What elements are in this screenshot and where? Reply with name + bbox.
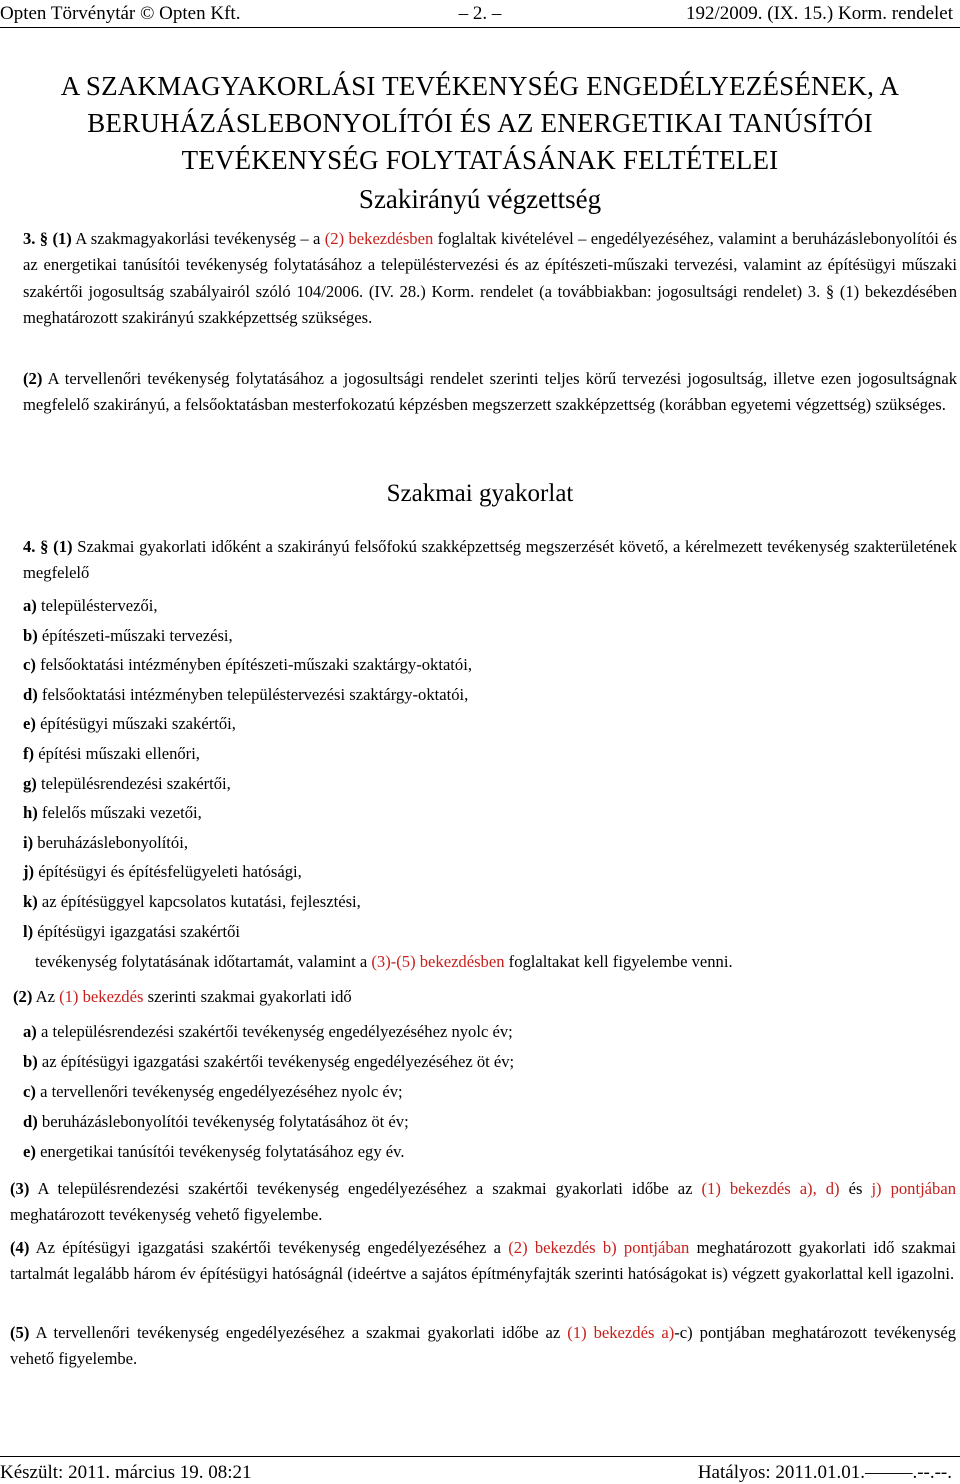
paragraph-text: A szakmagyakorlási tevékenység – a: [75, 229, 321, 248]
section-4-paragraph-5: (5) A tervellenőri tevékenység engedélyezéséhez a szakmai gyakorlati időbe az (1) bekezdés a)-c) pontjában meghatározott tevékenység vehető figyelembe.: [10, 1323, 956, 1369]
paragraph-label: (3): [10, 1179, 30, 1198]
paragraph-text: foglaltakat kell figyelembe venni.: [508, 952, 733, 971]
paragraph-text: foglaltak kivételével – engedélyezéséhez, valamint a beruházáslebonyolítói és az energetikai tanúsítói tevékenység folytatásához a településtervezési és az építészeti-műszaki tervezési, valamint az építésügyi műszaki szakértői jogosultság szabályairól szóló 104/2006. (IV. 28.) Korm. rendelet (a továbbiakban: jogosultsági rendelet) 3. § (1) bekezdésében meghatározott szakirányú szakképzettség szükséges.: [23, 229, 958, 328]
list-item: a) a településrendezési szakértői tevékenység engedélyezéséhez nyolc év;: [23, 1022, 513, 1041]
cross-reference-link[interactable]: j) pontjában: [871, 1179, 957, 1198]
paragraph-label: (1): [52, 229, 72, 248]
section-heading: Szakmai gyakorlat: [386, 480, 574, 507]
header-publisher: Opten Törvénytár © Opten Kft.: [0, 3, 241, 24]
paragraph-text: A tervellenőri tevékenység folytatásához a jogosultsági rendelet szerinti teljes körű tervezési jogosultság, illetve ezen jogosultságnak megfelelő szakirányú, a felsőoktatásban mesterfokozatú képzésben megszerzett szakképzettség (korábban egyetemi végzettség) szükséges.: [23, 369, 957, 415]
section-3-paragraph-1: [23, 226, 957, 332]
cross-reference-link[interactable]: (1) bekezdés: [59, 987, 144, 1006]
section-4-number: 4. §: [23, 537, 49, 556]
header-page-number: – 2. –: [458, 3, 502, 24]
paragraph-text: Szakmai gyakorlati időként a szakirányú felsőfokú szakképzettség megszerzését követő, a kérelmezett tevékenység szakterületének megfelelő: [23, 537, 958, 583]
cross-reference-link[interactable]: (3)-(5) bekezdésben: [371, 952, 505, 971]
cross-reference-link[interactable]: (1) bekezdés a),: [701, 1179, 817, 1198]
list-item: k) az építésüggyel kapcsolatos kutatási, fejlesztési,: [23, 892, 361, 911]
list-item: i) beruházáslebonyolítói,: [23, 832, 188, 852]
paragraph-label: (2): [13, 987, 33, 1006]
list-item: g) településrendezési szakértői,: [23, 773, 231, 793]
page-footer: [0, 1456, 960, 1484]
section-3-number: 3. §: [23, 229, 49, 248]
section-4-paragraph-3: (3) A településrendezési szakértői tevékenység engedélyezéséhez a szakmai gyakorlati időbe az (1) bekezdés a), d) és j) pontjában meghatározott tevékenység vehető figyelembe.: [10, 1179, 957, 1225]
footer-rule: [0, 1456, 960, 1457]
list-item: j) építésügyi és építésfelügyeleti hatósági,: [23, 862, 302, 882]
paragraph-label: (5): [10, 1323, 30, 1342]
cross-reference-link[interactable]: (1) bekezdés a): [567, 1323, 675, 1342]
paragraph-label: (2): [23, 369, 43, 388]
header-rule: [0, 27, 960, 28]
header-regulation-id: 192/2009. (IX. 15.) Korm. rendelet: [686, 3, 953, 24]
cross-reference-link[interactable]: (2) bekezdésben: [324, 229, 434, 248]
list-item: e) építésügyi műszaki szakértői,: [23, 714, 236, 734]
section-4-paragraph-4: (4) Az építésügyi igazgatási szakértői tevékenység engedélyezéséhez a (2) bekezdés b) pontjában meghatározott gyakorlati idő szakmai tartalmát legalább három év építésügyi hatóságnál (ideértve a sajátos építményfajták szerinti hatóságokat is) végzett gyakorlattal kell igazolni.: [10, 1238, 957, 1284]
list-item: d) beruházáslebonyolítói tevékenység folytatásához öt év;: [23, 1112, 409, 1131]
paragraph-label: (4): [10, 1238, 30, 1257]
cross-reference-link[interactable]: d): [825, 1179, 840, 1198]
list-item: e) energetikai tanúsítói tevékenység folytatásához egy év.: [23, 1142, 405, 1161]
list-item: b) építészeti-műszaki tervezési,: [23, 625, 233, 645]
paragraph-text: tevékenység folytatásának időtartamát, valamint a: [35, 952, 368, 971]
footer-effective: Hatályos: 2011.01.01.–––––.--.--.: [697, 1462, 952, 1483]
section-3-paragraph-2: [23, 366, 957, 419]
list-item: b) az építésügyi igazgatási szakértői tevékenység engedélyezéséhez öt év;: [23, 1052, 515, 1071]
page-header: [0, 0, 960, 30]
list-item: a) településtervezői,: [23, 596, 158, 615]
list-item: d) felsőoktatási intézményben településtervezési szaktárgy-oktatói,: [23, 684, 469, 704]
list-item: c) felsőoktatási intézményben építészeti-műszaki szaktárgy-oktatói,: [23, 655, 472, 675]
title-line-3: TEVÉKENYSÉG FOLYTATÁSÁNAK FELTÉTELEI: [181, 145, 779, 175]
title-line-1: A SZAKMAGYAKORLÁSI TEVÉKENYSÉG ENGEDÉLYEZÉSÉNEK, A: [60, 71, 900, 101]
title-line-2: BERUHÁZÁSLEBONYOLÍTÓI ÉS AZ ENERGETIKAI TANÚSÍTÓI: [87, 108, 873, 138]
footer-created: Készült: 2011. március 19. 08:21: [0, 1462, 252, 1483]
list-item: h) felelős műszaki vezetői,: [23, 803, 202, 823]
list-item: c) a tervellenőri tevékenység engedélyezéséhez nyolc év;: [23, 1082, 403, 1101]
section-4-paragraph-1: [23, 534, 957, 587]
paragraph-label: (1): [53, 537, 73, 556]
document-title: [0, 68, 960, 219]
cross-reference-link[interactable]: (2) bekezdés b) pontjában: [508, 1238, 690, 1257]
list-item: l) építésügyi igazgatási szakértői: [23, 921, 241, 941]
list-item: f) építési műszaki ellenőri,: [23, 744, 200, 763]
section-subtitle: Szakirányú végzettség: [358, 184, 602, 214]
